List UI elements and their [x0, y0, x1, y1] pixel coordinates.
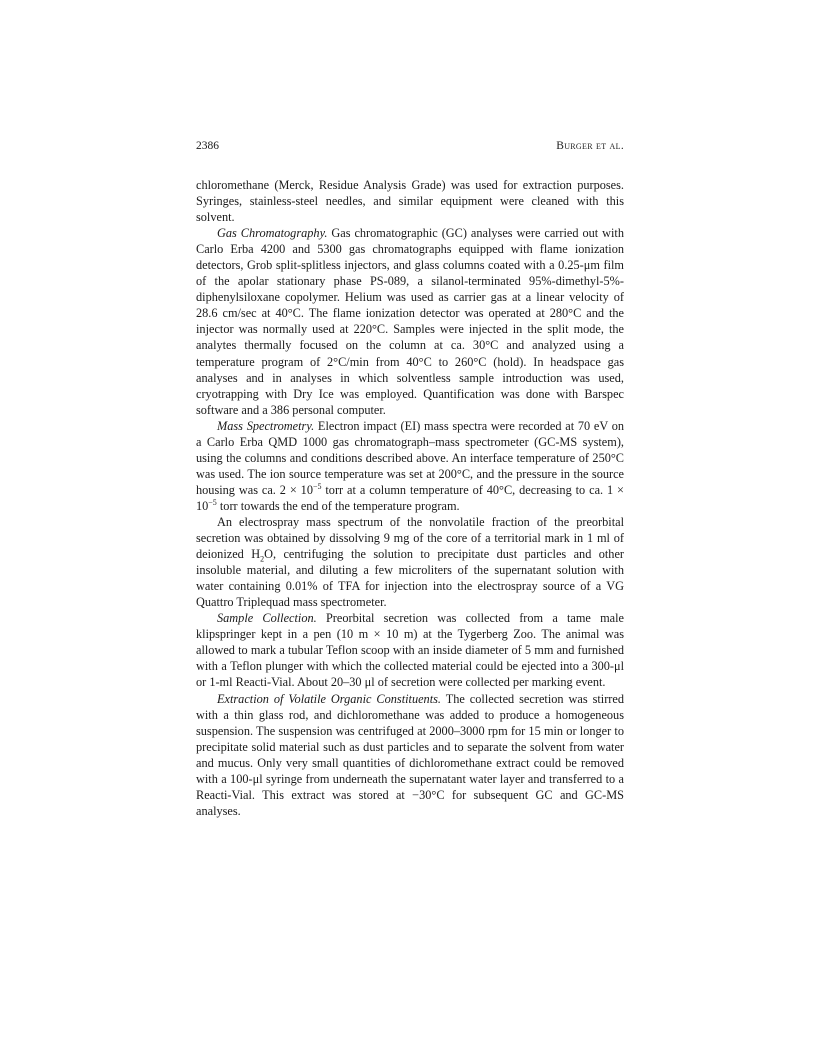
exponent: −5 — [208, 497, 217, 507]
paragraph-text: chloromethane (Merck, Residue Analysis Grade) was used for extraction purposes. Syringes, stainless-steel needles, and similar equipment were cleaned with this solvent. — [196, 178, 624, 225]
paragraph-text: An electrospray mass spectrum of the nonvolatile fraction of the preorbital secretion was obtained by dissolving 9 mg of the core of a territorial mark in 1 ml of deionized H — [196, 514, 624, 562]
subscript: 2 — [260, 554, 265, 564]
running-head: Burger et al. — [556, 140, 624, 152]
paragraph-text: Electron impact (EI) mass spectra were recorded at 70 eV on a Carlo Erba QMD 1000 gas chromatograph–mass spectrometer (GC-MS system), using the columns and conditions described above. An interface temperature of 250°C was used. The ion source temperature was set at 200°C, and the pressure in the source housing was ca. 2 × 10 — [196, 418, 625, 497]
paragraph-electrospray — [196, 514, 624, 610]
section-heading-extraction: Extraction of Volatile Organic Constituents. — [217, 691, 441, 706]
exponent: −5 — [312, 481, 322, 491]
page-number: 2386 — [196, 140, 219, 152]
paragraph-text: torr at a column temperature of 40°C, decreasing to ca. 1 × 10 — [196, 482, 624, 513]
page-header — [196, 140, 624, 156]
paragraph-gas-chromatography — [196, 225, 624, 418]
paragraph-text: O, centrifuging the solution to precipitate dust particles and other insoluble material, and diluting a few microliters of the supernatant solution with water containing 0.01% of TFA for injection into the electrospray source of a VG Quattro Triplequad mass spectrometer. — [196, 547, 625, 610]
paragraph-text: torr towards the end of the temperature program. — [216, 498, 460, 513]
paragraph-extraction — [196, 691, 624, 819]
body-text — [196, 177, 624, 819]
paragraph-text: Preorbital secretion was collected from a tame male klipspringer kept in a pen (10 m × 10 m) at the Tygerberg Zoo. The animal was allowed to mark a tubular Teflon scoop with an inside diameter of 5 mm and furnished with a Teflon plunger with which the collected material could be ejected into a 300-μl or 1-ml Reacti-Vial. About 20–30 μl of secretion were collected per marking event. — [196, 611, 624, 690]
section-heading-gas-chromatography: Gas Chromatography. — [217, 226, 328, 241]
section-heading-mass-spectrometry: Mass Spectrometry. — [217, 418, 315, 433]
paragraph-mass-spectrometry — [196, 418, 624, 514]
paragraph-text: Gas chromatographic (GC) analyses were carried out with Carlo Erba 4200 and 5300 gas chromatographs equipped with flame ionization detectors, Grob split-splitless injectors, and glass columns coated with a 0.25-μm film of the apolar stationary phase PS-089, a silanol-terminated 95%-dimethyl-5%-diphenylsiloxane copolymer. Helium was used as carrier gas at a linear velocity of 28.6 cm/sec at 40°C. The flame ionization detector was operated at 280°C and the injector was normally used at 220°C. Samples were injected in the split mode, the analytes thermally focused on the column at ca. 30°C and analyzed using a temperature program of 2°C/min from 40°C to 260°C (hold). In headspace gas analyses and in analyses in which solventless sample introduction was used, cryotrapping with Dry Ice was employed. Quantification was done with Barspec software and a 386 personal computer. — [196, 226, 624, 417]
paragraph-sample-collection — [196, 610, 624, 690]
paragraph-text: The collected secretion was stirred with a thin glass rod, and dichloromethane was added to produce a homogeneous suspension. The suspension was centrifuged at 2000–3000 rpm for 15 min or longer to precipitate solid material such as dust particles and to separate the solvent from water and mucus. Only very small quantities of dichloromethane extract could be removed with a 100-μl syringe from underneath the supernatant water layer and transferred to a Reacti-Vial. This extract was stored at −30°C for subsequent GC and GC-MS analyses. — [196, 691, 624, 818]
section-heading-sample-collection: Sample Collection. — [217, 611, 317, 626]
paragraph-continuation — [196, 177, 624, 225]
